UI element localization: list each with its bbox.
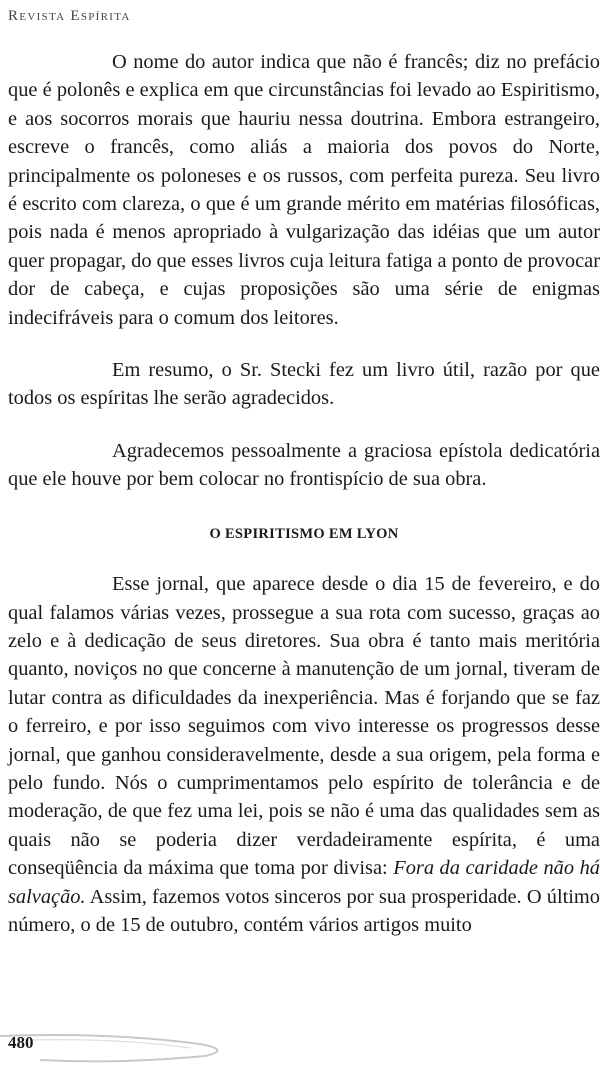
paragraph-4-text-b: Assim, fazemos votos sinceros por sua prosperidade. O último número, o de 15 de outubro, contém vários artigos muito [8, 885, 600, 936]
paragraph-3: Agradecemos pessoalmente a graciosa epístola dedicatória que ele houve por bem colocar no frontispício de sua obra. [8, 439, 600, 491]
paragraph-1: O nome do autor indica que não é francês; diz no prefácio que é polonês e explica em que circunstâncias foi levado ao Espiritismo, e aos socorros morais que hauriu nessa doutrina. Embora estrangeiro, escreve o francês, como aliás a maioria dos povos do Norte, principalmente os poloneses e os russos, com perfeita pureza. Seu livro é escrito com clareza, o que é um grande mérito em matérias filosóficas, pois nada é menos apropriado à vulgarização das idéias que um autor quer propagar, do que esses livros cuja leitura fatiga a ponto de provocar dor de cabeça, e cujas proposições são uma série de enigmas indecifráveis para o comum dos leitores. [8, 51, 600, 329]
paragraph-4-text-a: Esse jornal, que aparece desde o dia 15 de fevereiro, e do qual falamos várias vezes, prossegue a sua rota com sucesso, graças ao zelo e à dedicação de seus diretores. Sua obra é tanto mais meritória quanto, noviços no que concerne à manutenção de um jornal, tiveram de lutar contra as dificuldades da inexperiência. Mas é forjando que se faz o ferreiro, e por isso seguimos com vivo interesse os progressos desse jornal, que ganhou consideravelmente, desde a sua origem, pela forma e pelo fundo. Nós o cumprimentamos pelo espírito de tolerância e de moderação, de que fez uma lei, pois se não é uma das qualidades sem as quais não se poderia dizer verdadeiramente espírita, é uma conseqüência da máxima que toma por divisa: [8, 573, 600, 880]
running-header: Revista Espírita [8, 8, 131, 24]
page-body [8, 48, 600, 939]
footer-swoosh-ornament [0, 1030, 240, 1066]
paragraph-4 [8, 570, 600, 939]
page-number: 480 [8, 1033, 34, 1052]
paragraph-2: Em resumo, o Sr. Stecki fez um livro útil, razão por que todos os espíritas lhe serão agradecidos. [8, 359, 600, 410]
motto-italic: Fora da caridade não há salvação. [8, 857, 600, 908]
section-title: O ESPIRITISMO EM LYON [209, 525, 399, 542]
